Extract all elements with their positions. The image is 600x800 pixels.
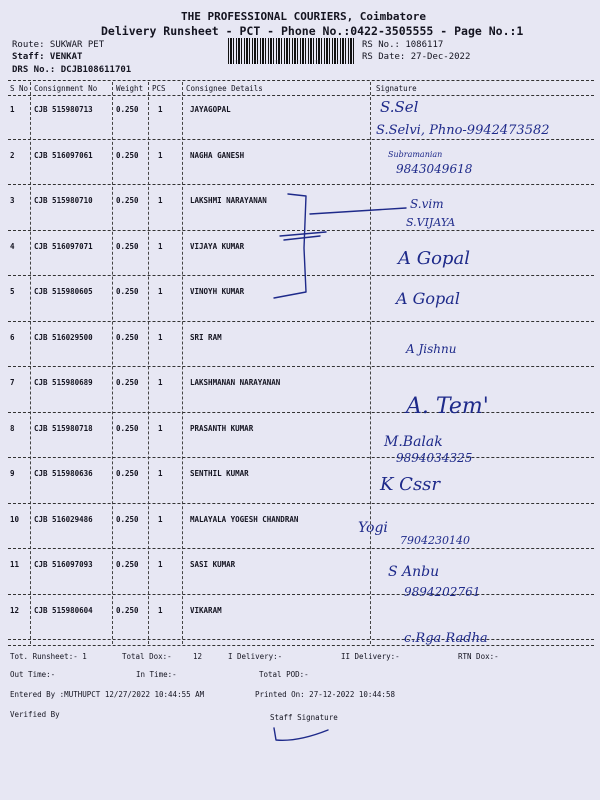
row-consignee: VIKARAM <box>190 605 222 615</box>
row-weight: 0.250 <box>116 150 139 160</box>
runsheet-title: Delivery Runsheet - PCT - Phone No.:0422-3505555 - Page No.:1 <box>101 24 524 38</box>
row-consignment: CJB 515980710 <box>34 196 93 205</box>
signature-row-10 <box>350 510 598 554</box>
row-weight: 0.250 <box>116 378 139 387</box>
row-weight: 0.250 <box>116 605 139 615</box>
row-consignee: SRI RAM <box>190 332 222 342</box>
row-weight: 0.250 <box>116 241 139 251</box>
entered-by: Entered By :MUTHUPCT 12/27/2022 10:44:55 AM <box>10 690 205 699</box>
row-consignee: PRASANTH KUMAR <box>190 423 254 433</box>
row-sno: 3 <box>10 196 15 205</box>
row-consignee: NAGHA GANESH <box>190 150 245 160</box>
col-header-weight: Weight <box>116 84 144 93</box>
staff-label: Staff: VENKAT <box>12 52 83 62</box>
rs-number: RS No.: 1086117 <box>362 40 444 50</box>
row-consignee: SENTHIL KUMAR <box>190 469 249 478</box>
row-consignment: CJB 515980605 <box>34 287 93 296</box>
row-weight: 0.250 <box>116 287 139 296</box>
barcode <box>228 38 354 64</box>
row-pcs: 1 <box>158 196 163 205</box>
svg-text:7904230140: 7904230140 <box>400 534 470 547</box>
signature-row-11 <box>370 556 598 600</box>
row-consignee: SASI KUMAR <box>190 560 236 569</box>
row-consignee: LAKSHMANAN NARAYANAN <box>190 378 281 387</box>
row-pcs: 1 <box>158 105 163 114</box>
route-label: Route: SUKWAR PET <box>12 40 105 50</box>
svg-text:S.VIJAYA: S.VIJAYA <box>406 216 456 229</box>
signature-row-2 <box>370 141 598 185</box>
signature-row-6 <box>370 323 598 367</box>
row-consignee: JAYAGOPAL <box>190 105 231 114</box>
row-sno: 9 <box>10 469 15 478</box>
col-header-consignment: Consignment No <box>34 84 98 93</box>
row-consignment: CJB 516097071 <box>34 241 93 251</box>
signature-row-5 <box>370 278 598 322</box>
svg-text:S.Selvi, Phno-9942473582: S.Selvi, Phno-9942473582 <box>376 123 550 138</box>
row-pcs: 1 <box>158 241 163 251</box>
col-header-pcs: PCS <box>152 84 166 93</box>
svg-text:9843049618: 9843049618 <box>396 162 473 176</box>
row-consignment: CJB 516029500 <box>34 332 93 342</box>
signature-row-12 <box>390 618 598 654</box>
svg-text:Subramanian: Subramanian <box>388 150 443 159</box>
svg-text:9894034325: 9894034325 <box>396 451 473 465</box>
row-weight: 0.250 <box>116 514 139 524</box>
row-pcs: 1 <box>158 150 163 160</box>
row-consignee: VIJAYA KUMAR <box>190 241 245 251</box>
staff-signature-mark <box>268 722 348 746</box>
row-sno: 8 <box>10 423 15 433</box>
signature-row-1 <box>370 96 598 140</box>
row-consignment: CJB 515980689 <box>34 378 93 387</box>
svg-text:S.vim: S.vim <box>410 197 444 211</box>
row-consignment: CJB 516097093 <box>34 560 93 569</box>
row-sno: 10 <box>10 514 20 524</box>
row-weight: 0.250 <box>116 332 139 342</box>
footer-top-rule <box>8 645 594 646</box>
row-sno: 5 <box>10 287 15 296</box>
row-sno: 7 <box>10 378 15 387</box>
signature-row-4 <box>370 232 598 276</box>
tot-runsheet: Tot. Runsheet:- 1 <box>10 652 87 661</box>
col-header-sno: S No <box>10 84 29 93</box>
col-sep-1 <box>30 82 31 644</box>
svg-text:S Anbu: S Anbu <box>388 564 440 580</box>
row-weight: 0.250 <box>116 469 139 478</box>
svg-text:A. Tem': A. Tem' <box>406 394 489 419</box>
col-sep-3 <box>148 82 149 644</box>
row-consignment: CJB 516029486 <box>34 514 93 524</box>
svg-text:9894202761: 9894202761 <box>404 585 481 599</box>
row-weight: 0.250 <box>116 105 139 114</box>
row-pcs: 1 <box>158 287 163 296</box>
row-consignee: MALAYALA YOGESH CHANDRAN <box>190 514 299 524</box>
rs-date: RS Date: 27-Dec-2022 <box>362 52 471 62</box>
total-dox-value: 12 <box>193 652 203 661</box>
row-consignment: CJB 515980636 <box>34 469 93 478</box>
row-sno: 6 <box>10 332 15 342</box>
drs-number: DRS No.: DCJB108611701 <box>12 65 132 75</box>
ii-delivery: II Delivery:- <box>341 652 400 661</box>
row-consignment: CJB 515980713 <box>34 105 93 114</box>
rtn-dox: RTN Dox:- <box>458 652 499 661</box>
row-pcs: 1 <box>158 560 163 569</box>
row-weight: 0.250 <box>116 423 139 433</box>
row-pcs: 1 <box>158 423 163 433</box>
col-header-signature: Signature <box>376 84 417 93</box>
svg-text:c.Rga Radha: c.Rga Radha <box>404 631 488 646</box>
row-weight: 0.250 <box>116 560 139 569</box>
row-sno: 4 <box>10 241 15 251</box>
row-weight: 0.250 <box>116 196 139 205</box>
col-sep-4 <box>182 82 183 644</box>
verified-by: Verified By <box>10 710 60 719</box>
svg-text:K Cssr: K Cssr <box>380 474 441 495</box>
row-pcs: 1 <box>158 514 163 524</box>
svg-text:M.Balak: M.Balak <box>384 434 443 450</box>
i-delivery: I Delivery:- <box>228 652 283 661</box>
svg-text:A Gopal: A Gopal <box>398 248 470 269</box>
company-title: THE PROFESSIONAL COURIERS, Coimbatore <box>181 10 427 23</box>
row-pcs: 1 <box>158 605 163 615</box>
printed-on: Printed On: 27-12-2022 10:44:58 <box>255 690 395 699</box>
row-consignment: CJB 516097061 <box>34 150 93 160</box>
out-time: Out Time:- <box>10 670 56 679</box>
row-pcs: 1 <box>158 378 163 387</box>
row-sno: 1 <box>10 105 15 114</box>
col-header-consignee: Consignee Details <box>186 84 263 93</box>
total-pod: Total POD:- <box>259 670 309 679</box>
svg-text:A Gopal: A Gopal <box>396 289 460 308</box>
in-time: In Time:- <box>136 670 177 679</box>
row-sno: 2 <box>10 150 15 160</box>
row-pcs: 1 <box>158 332 163 342</box>
row-consignment: CJB 515980718 <box>34 423 93 433</box>
row-pcs: 1 <box>158 469 163 478</box>
row-consignment: CJB 515980604 <box>34 605 93 615</box>
staff-signature-label: Staff Signature <box>270 713 338 722</box>
svg-text:A Jishnu: A Jishnu <box>406 342 457 356</box>
col-sep-2 <box>112 82 113 644</box>
svg-text:Yogi: Yogi <box>358 520 388 536</box>
signature-row-7 <box>370 369 598 419</box>
row-sno: 12 <box>10 605 20 615</box>
row-consignee: VINOYH KUMAR <box>190 287 245 296</box>
signature-row-9 <box>370 460 598 504</box>
total-dox-label: Total Dox:- <box>122 652 172 661</box>
signature-row-8 <box>370 414 598 464</box>
svg-text:S.Sel: S.Sel <box>380 98 419 116</box>
row-consignee: LAKSHMI NARAYANAN <box>190 196 267 205</box>
row-sno: 11 <box>10 560 20 569</box>
header-top-rule <box>8 80 594 81</box>
